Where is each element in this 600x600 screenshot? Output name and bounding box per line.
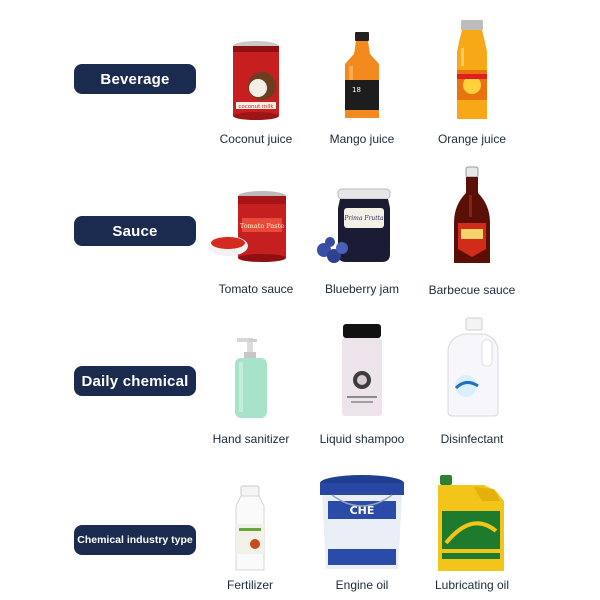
lubricating-oil-jerrycan-icon xyxy=(412,471,532,576)
category-beverage: Beverage xyxy=(74,64,196,94)
bucket-text: CHE xyxy=(349,504,375,517)
product-label: Barbecue sauce xyxy=(428,283,516,297)
product-label: Hand sanitizer xyxy=(212,432,290,446)
mango-juice-bottle-icon xyxy=(302,30,422,125)
coconut-milk-can-icon xyxy=(196,38,316,123)
product-label: Disinfectant xyxy=(440,432,504,446)
product-label: Lubricating oil xyxy=(434,578,510,592)
disinfectant-jug-icon xyxy=(412,316,532,421)
product-label: Blueberry jam xyxy=(324,282,400,296)
category-chemical-industry: Chemical industry type xyxy=(74,525,196,555)
product-label: Orange juice xyxy=(437,132,507,146)
shampoo-bottle-icon xyxy=(302,322,422,422)
pump-bottle-icon xyxy=(191,336,311,421)
blueberry-jam-jar-icon xyxy=(302,186,422,268)
product-label: Engine oil xyxy=(335,578,389,592)
category-sauce: Sauce xyxy=(74,216,196,246)
engine-oil-bucket-icon xyxy=(302,471,422,576)
can-text: coconut milk xyxy=(238,104,274,110)
tomato-paste-can-icon xyxy=(196,188,316,268)
product-label: Fertilizer xyxy=(226,578,273,592)
product-label: Coconut juice xyxy=(219,132,293,146)
fertilizer-bottle-icon xyxy=(190,484,310,574)
orange-juice-bottle-icon xyxy=(412,18,532,123)
product-label: Tomato sauce xyxy=(218,282,294,296)
category-daily-chemical: Daily chemical xyxy=(74,366,196,396)
bbq-sauce-bottle-icon xyxy=(412,165,532,270)
jar-text: Prima Frutta xyxy=(344,215,384,222)
product-label: Liquid shampoo xyxy=(319,432,405,446)
bottle-text: 18 xyxy=(352,86,361,94)
can-text: Tomato Paste xyxy=(239,222,285,230)
product-label: Mango juice xyxy=(329,132,395,146)
